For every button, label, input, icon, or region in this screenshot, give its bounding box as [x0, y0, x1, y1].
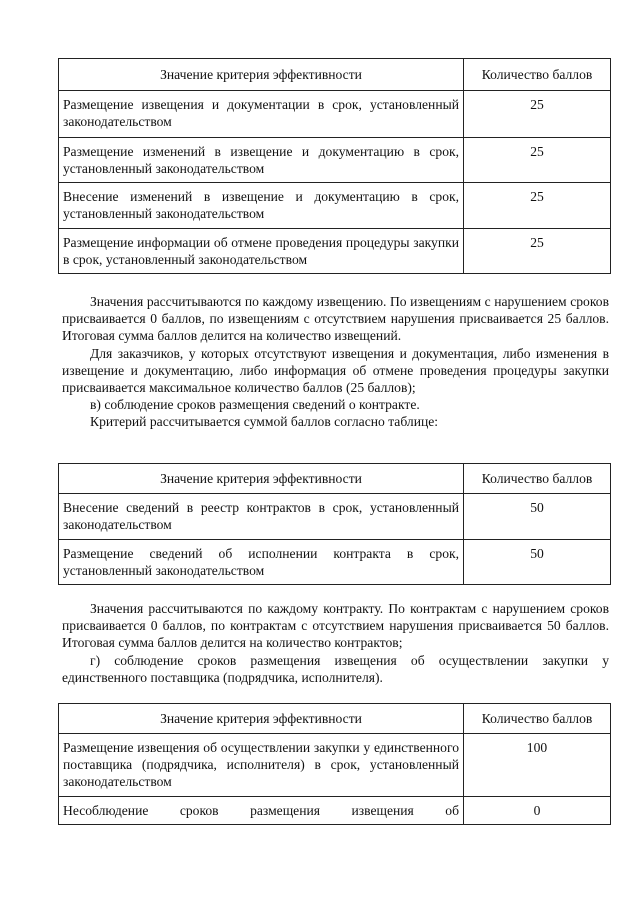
- criterion-cell: Размещение извещения об осуществлении закупки у единственного поставщика (подрядчика, исполнителя) в срок, установленный законодательством: [59, 734, 464, 797]
- points-cell: 25: [464, 183, 611, 229]
- paragraph: в) соблюдение сроков размещения сведений о контракте.: [90, 397, 420, 413]
- paragraph: Для заказчиков, у которых отсутствуют извещения и документация, либо изменения в извещение и документацию, либо информация об отмене проведения процедуры закупки присваивается максимальное количество баллов (25 баллов);: [62, 345, 609, 396]
- table-row: [59, 183, 611, 229]
- criteria-table-1: [58, 58, 611, 274]
- header-criterion: Значение критерия эффективности: [59, 704, 464, 734]
- paragraph: Критерий рассчитывается суммой баллов согласно таблице:: [90, 414, 439, 430]
- text-block-1: [62, 293, 609, 431]
- criterion-cell: Размещение сведений об исполнении контракта в срок, установленный законодательством: [59, 540, 464, 585]
- table-row: [59, 494, 611, 540]
- table-row: [59, 229, 611, 274]
- paragraph: Значения рассчитываются по каждому контракту. По контрактам с нарушением сроков присваивается 0 баллов, по контрактам с отсутствием нарушения присваивается 50 баллов. Итоговая сумма баллов делится на количество контрактов;: [62, 601, 609, 651]
- criterion-cell: Размещение изменений в извещение и документацию в срок, установленный законодательством: [59, 138, 464, 183]
- header-points: Количество баллов: [464, 464, 611, 494]
- table-row: [59, 797, 611, 825]
- header-points: Количество баллов: [464, 704, 611, 734]
- points-cell: 100: [464, 734, 611, 797]
- points-cell: 0: [464, 797, 611, 825]
- criterion-cell: Размещение извещения и документации в срок, установленный законодательством: [59, 91, 464, 138]
- criterion-cell: Размещение информации об отмене проведения процедуры закупки в срок, установленный законодательством: [59, 229, 464, 274]
- header-criterion: Значение критерия эффективности: [59, 464, 464, 494]
- criteria-table-3: [58, 703, 611, 825]
- criteria-table-2: [58, 463, 611, 585]
- table-row: [59, 734, 611, 797]
- header-criterion: Значение критерия эффективности: [59, 59, 464, 91]
- paragraph: Значения рассчитываются по каждому извещению. По извещениям с нарушением сроков присваивается 0 баллов, по извещениям с отсутствием нарушения присваивается 25 баллов. Итоговая сумма баллов делится на количество извещений.: [62, 294, 609, 344]
- paragraph: г) соблюдение сроков размещения извещения об осуществлении закупки у единственного поставщика (подрядчика, исполнителя).: [62, 652, 609, 685]
- criterion-cell: Внесение изменений в извещение и документацию в срок, установленный законодательством: [59, 183, 464, 229]
- points-cell: 50: [464, 540, 611, 585]
- table-header-row: [59, 464, 611, 494]
- points-cell: 50: [464, 494, 611, 540]
- criterion-text: Несоблюдение сроков размещения извещения об: [63, 803, 459, 818]
- points-cell: 25: [464, 91, 611, 138]
- table-header-row: [59, 704, 611, 734]
- criterion-cell: Внесение сведений в реестр контрактов в срок, установленный законодательством: [59, 494, 464, 540]
- criterion-cell-partial: [59, 797, 464, 825]
- points-cell: 25: [464, 138, 611, 183]
- table-row: [59, 540, 611, 585]
- table-header-row: [59, 59, 611, 91]
- table-row: [59, 138, 611, 183]
- points-cell: 25: [464, 229, 611, 274]
- header-points: Количество баллов: [464, 59, 611, 91]
- text-block-2: [62, 600, 609, 686]
- table-row: [59, 91, 611, 138]
